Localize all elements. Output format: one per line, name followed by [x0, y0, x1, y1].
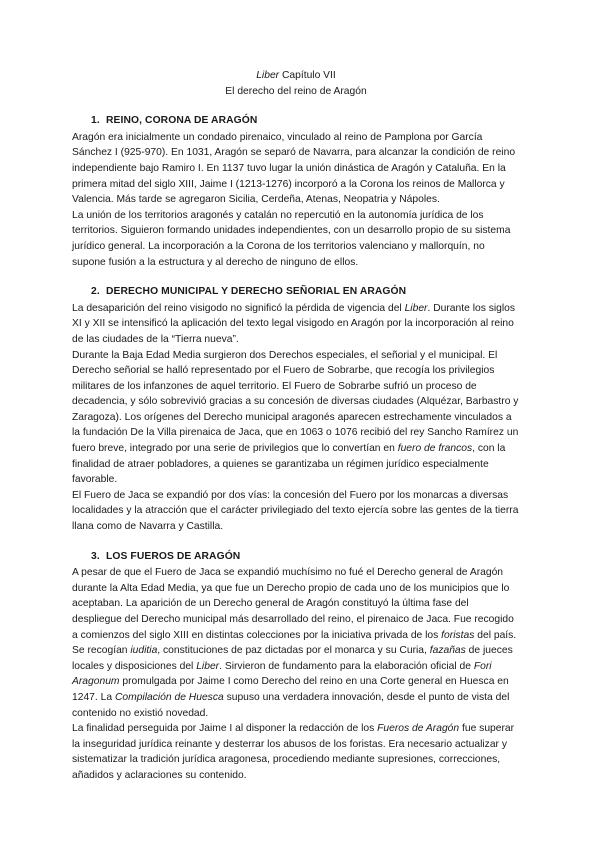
- section-title: DERECHO MUNICIPAL Y DERECHO SEÑORIAL EN ARAGÓN: [106, 286, 407, 298]
- document-page: [72, 68, 520, 784]
- text-run: Aragón era inicialmente un condado pirenaico, vinculado al reino de Pamplona por García Sánchez I (925-970). En 1031, Aragón se separó de Navarra, para alcanzar la condición de reino independiente bajo Ramiro I. En 1137 tuvo lugar la unión dinástica de Aragón y Cataluña. En la primera mitad del siglo XIII, Jaime I (1213-1276) incorporó a la Corona los reinos de Mallorca y Valencia. Más tarde se agregaron Sicilia, Cerdeña, Atenas, Neopatria y Nápoles.: [72, 131, 516, 206]
- text-run: La unión de los territorios aragonés y catalán no repercutió en la autonomía jurídica de los territorios. Siguieron formando unidades independientes, con un desarrollo propio de su sistema jurídico general. La incorporación a la Corona de los territorios valenciano y mallorquín, no supone fusión a la estructura y al derecho de ninguno de ellos.: [72, 209, 511, 268]
- italic-text: fazañas: [429, 645, 466, 657]
- section: [72, 113, 520, 270]
- section-title: REINO, CORONA DE ARAGÓN: [106, 115, 258, 127]
- text-run: de jueces locales y disposiciones del: [72, 645, 513, 672]
- text-run: La finalidad perseguida por Jaime I al disponer la redacción de los: [72, 723, 378, 735]
- chapter-title-italic: Liber: [256, 70, 280, 81]
- section-title: LOS FUEROS DE ARAGÓN: [106, 550, 241, 562]
- section-heading: [72, 284, 520, 300]
- text-run: , constituciones de paz dictadas por el monarca y su Curia,: [157, 645, 430, 657]
- text-run: supuso una verdadera innovación, desde el punto de vista del contenido no existió novedad.: [72, 691, 510, 719]
- text-run: Durante la Baja Edad Media surgieron dos Derechos especiales, el señorial y el municipal. El Derecho señorial se halló representado por el Fuero de Sobrarbe, que recogía los privilegios militares de los infanzones de aquel territorio. El Fuero de Sobrarbe sufrió un proceso de decadencia, y sólo sobrevivió gracias a su concesión de diversas ciudades (Alquézar, Barbastro y Zaragoza). Los orígenes del Derecho municipal aragonés aparecen estrechamente vinculados a la fundación De la Villa pirenaica de Jaca, que en 1063 o 1076 recibió del rey Sancho Ramírez un fuero breve, integrado por una serie de privilegios que lo convertían en: [72, 349, 519, 455]
- section: [72, 284, 520, 535]
- text-run: promulgada por Jaime I como Derecho del reino en una Corte general en Huesca en 1247. La: [72, 676, 509, 703]
- section-number: 1.: [91, 115, 100, 127]
- italic-text: Liber: [404, 302, 428, 314]
- paragraph: [72, 348, 520, 488]
- paragraph: [72, 721, 520, 783]
- paragraph: [72, 301, 520, 348]
- text-run: El Fuero de Jaca se expandió por dos vías: la concesión del Fuero por los monarcas a diversas localidades y la atracción que el carácter privilegiado del texto ejercía sobre las gentes de la tierra llana como de Navarra y Castilla.: [72, 489, 519, 533]
- section-number: 3.: [91, 550, 100, 562]
- paragraph: [72, 130, 520, 208]
- text-run: A pesar de que el Fuero de Jaca se expandió muchísimo no fué el Derecho general de Aragón durante la Alta Edad Media, ya que fue un Derecho propio de cada uno de los municipios que lo aceptaban. La aparición de un Derecho general de Aragón constituyó la última fase del despliegue del Derecho municipal más desarrollado del reino, el pirenaico de Jaca. Fue recogido a comienzos del siglo XIII en distintas colecciones por la iniciativa privada de los: [72, 567, 514, 641]
- italic-text: Fori Aragonum: [72, 660, 492, 688]
- section-heading: [72, 113, 520, 129]
- paragraph: [72, 208, 520, 270]
- chapter-title-rest: Capítulo VII: [279, 70, 336, 81]
- italic-text: foristas: [441, 629, 475, 641]
- section: [72, 549, 520, 784]
- chapter-subtitle: El derecho del reino de Aragón: [225, 85, 367, 97]
- text-run: , con la finalidad de atraer pobladores, a quienes se garantizaba un régimen jurídico especialmente favorable.: [72, 443, 506, 486]
- italic-text: Liber: [196, 660, 220, 672]
- text-run: . Sirvieron de fundamento para la elaboración oficial de: [219, 660, 474, 672]
- paragraph: [72, 565, 520, 721]
- italic-text: Compilación de Huesca: [114, 691, 224, 703]
- italic-text: fuero de francos: [397, 443, 473, 455]
- section-heading: [72, 549, 520, 565]
- text-run: La desaparición del reino visigodo no significó la pérdida de vigencia del: [72, 302, 405, 314]
- text-run: fue superar la inseguridad jurídica reinante y desterrar los abusos de los foristas. Era necesario actualizar y sistematizar la tradición jurídica aragonesa, procediendo mediante supresiones, correcciones, añadidos y aclaraciones su contenido.: [72, 723, 515, 781]
- document-header: [72, 68, 520, 99]
- paragraph: [72, 488, 520, 535]
- text-run: del país. Se recogían: [72, 629, 517, 657]
- italic-text: Fueros de Aragón: [377, 723, 460, 735]
- section-number: 2.: [91, 286, 100, 298]
- chapter-title: [72, 68, 520, 84]
- sections-container: [72, 113, 520, 783]
- text-run: . Durante los siglos XI y XII se intensificó la aplicación del texto legal visigodo en Aragón por la incorporación al reino de las ciudades de la “Tierra nueva”.: [72, 302, 516, 345]
- italic-text: iuditia: [130, 645, 158, 657]
